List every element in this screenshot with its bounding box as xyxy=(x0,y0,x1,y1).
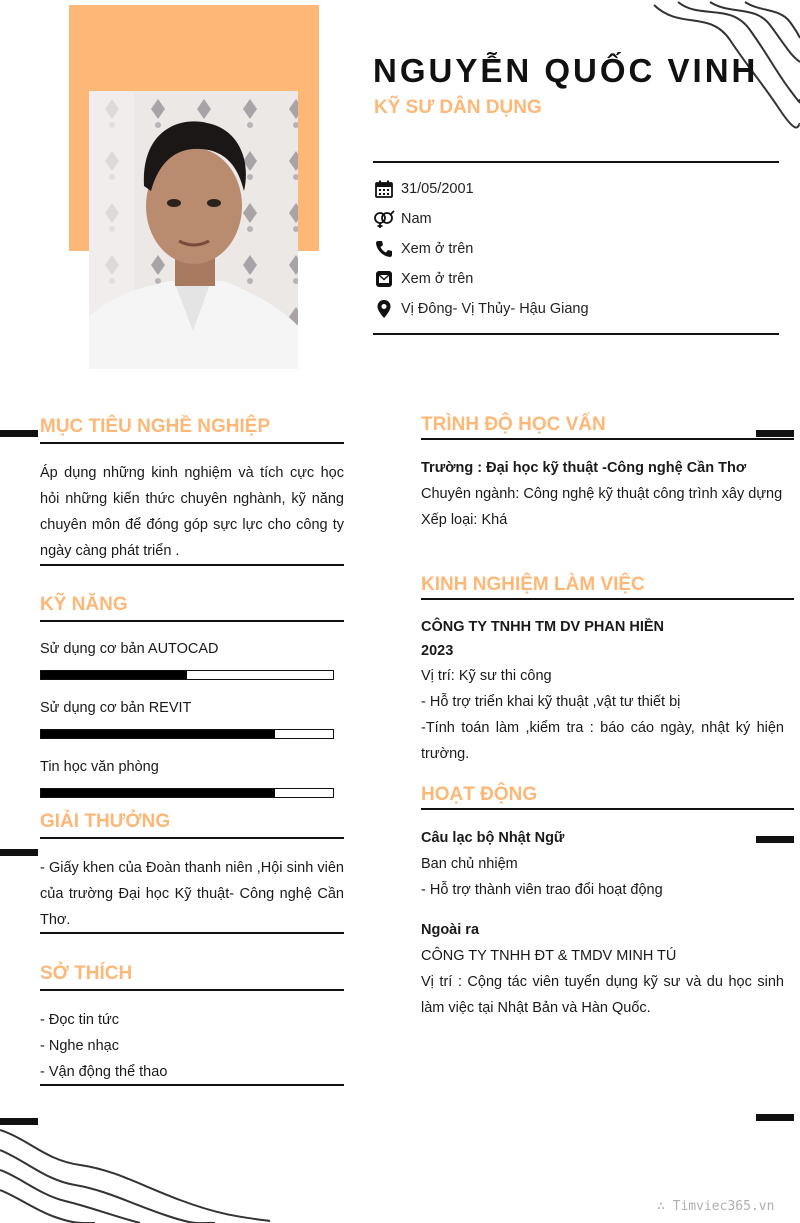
section-title-education: TRÌNH ĐỘ HỌC VẤN xyxy=(421,414,606,435)
education-block xyxy=(421,455,784,533)
contact-gender xyxy=(373,204,779,234)
gender-icon xyxy=(373,208,395,230)
education-school: Trường : Đại học kỹ thuật -Công nghệ Cần Thơ xyxy=(421,460,747,476)
contact-address xyxy=(373,294,779,324)
decorative-bar xyxy=(0,430,38,437)
experience-year: 2023 xyxy=(421,643,454,659)
contact-info-list xyxy=(373,174,779,324)
contact-text: Xem ở trên xyxy=(401,241,474,257)
activity-other-title: Ngoài ra xyxy=(421,922,480,938)
section-title-hobbies: SỞ THÍCH xyxy=(40,963,133,984)
education-major: Chuyên ngành: Công nghệ kỹ thuật công trình xây dựng xyxy=(421,486,783,502)
contact-phone xyxy=(373,234,779,264)
section-underline xyxy=(421,438,794,440)
candidate-role: KỸ SƯ DÂN DỤNG xyxy=(374,97,542,118)
skill-bar-fill xyxy=(41,671,187,679)
activities-block xyxy=(421,825,784,1021)
contact-text: 31/05/2001 xyxy=(401,181,474,197)
decorative-bar xyxy=(0,1118,38,1125)
awards-text: - Giấy khen của Đoàn thanh niên ,Hội sinh viên của trường Đại học Kỹ thuật- Công nghệ Cần Thơ. xyxy=(40,860,344,928)
phone-icon xyxy=(373,238,395,260)
activity-club-task: - Hỗ trợ thành viên trao đổi hoạt động xyxy=(421,882,663,898)
activity-other-desc: Vị trí : Cộng tác viên tuyển dụng kỹ sư và du học sinh làm việc tại Nhật Bản và Hàn Quốc. xyxy=(421,974,784,1016)
section-underline xyxy=(40,564,344,566)
experience-duty: - Hỗ trợ triển khai kỹ thuật ,vật tư thiết bị xyxy=(421,694,681,710)
contact-email xyxy=(373,264,779,294)
activity-club: Câu lạc bộ Nhật Ngữ xyxy=(421,830,565,846)
divider xyxy=(373,333,779,335)
skill-bar xyxy=(40,788,334,798)
skill-label: Sử dụng cơ bản AUTOCAD xyxy=(40,641,219,657)
section-underline xyxy=(40,620,344,622)
decorative-wave-lines-bottom xyxy=(0,1125,280,1223)
contact-text: Xem ở trên xyxy=(401,271,474,287)
hobby-item: - Nghe nhạc xyxy=(40,1038,119,1054)
decorative-bar xyxy=(0,849,38,856)
section-underline xyxy=(40,989,344,991)
section-underline xyxy=(40,442,344,444)
experience-company: CÔNG TY TNHH TM DV PHAN HIỀN xyxy=(421,619,665,635)
divider xyxy=(373,161,779,163)
contact-birthday xyxy=(373,174,779,204)
skill-bar-fill xyxy=(41,789,275,797)
education-grade: Xếp loại: Khá xyxy=(421,512,508,528)
experience-block xyxy=(421,615,784,767)
skill-label: Sử dụng cơ bản REVIT xyxy=(40,700,192,716)
section-underline xyxy=(40,1084,344,1086)
section-title-awards: GIẢI THƯỞNG xyxy=(40,811,171,832)
section-underline xyxy=(40,932,344,934)
skill-label: Tin học văn phòng xyxy=(40,759,159,775)
profile-photo xyxy=(89,91,298,369)
contact-text: Nam xyxy=(401,211,432,227)
decorative-bar xyxy=(756,1114,794,1121)
email-icon xyxy=(373,268,395,290)
section-title-activities: HOẠT ĐỘNG xyxy=(421,784,538,805)
section-title-skills: KỸ NĂNG xyxy=(40,594,128,615)
section-underline xyxy=(40,837,344,839)
hobby-item: - Vận động thể thao xyxy=(40,1064,168,1080)
section-underline xyxy=(421,598,794,600)
objective-text: Áp dụng những kinh nghiệm và tích cực học hỏi những kiến thức chuyên nghành, kỹ năng chuyên môn để đóng góp sực lực cho công ty ngày càng phát triển . xyxy=(40,465,344,559)
activity-other-company: CÔNG TY TNHH ĐT & TMDV MINH TÚ xyxy=(421,948,677,964)
hobbies-list xyxy=(40,1007,344,1085)
experience-duty: -Tính toán làm ,kiểm tra : báo cáo ngày, nhật ký hiện trường. xyxy=(421,720,784,762)
calendar-icon xyxy=(373,178,395,200)
decorative-bar xyxy=(756,430,794,437)
contact-text: Vị Đông- Vị Thủy- Hậu Giang xyxy=(401,301,589,317)
hobby-item: - Đọc tin tức xyxy=(40,1012,119,1028)
section-title-objective: MỤC TIÊU NGHỀ NGHIỆP xyxy=(40,416,271,437)
section-title-experience: KINH NGHIỆM LÀM VIỆC xyxy=(421,574,645,595)
experience-position: Vị trí: Kỹ sư thi công xyxy=(421,668,552,684)
watermark: ∴ Timviec365.vn xyxy=(657,1199,775,1214)
skill-bar xyxy=(40,670,334,680)
section-underline xyxy=(421,808,794,810)
skill-bar-fill xyxy=(41,730,275,738)
skill-bar xyxy=(40,729,334,739)
activity-club-role: Ban chủ nhiệm xyxy=(421,856,518,872)
candidate-name: NGUYỄN QUỐC VINH xyxy=(373,52,759,89)
location-pin-icon xyxy=(373,298,395,320)
